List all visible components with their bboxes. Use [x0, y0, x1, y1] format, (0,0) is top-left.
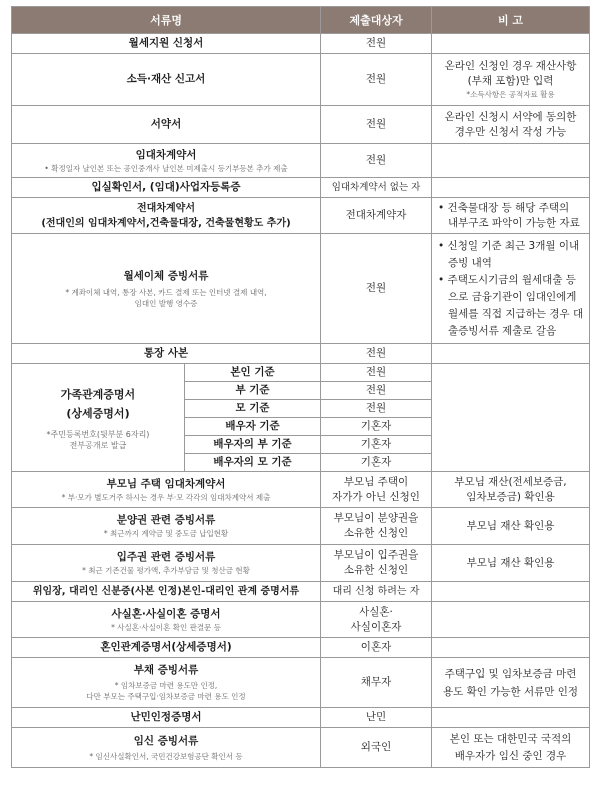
target-cell: 전원: [321, 54, 432, 106]
family-sub-label: 모 기준: [185, 400, 321, 418]
family-sub-label: 부 기준: [185, 382, 321, 400]
table-row: [12, 602, 590, 638]
target-line: 사실이혼자: [350, 620, 402, 633]
remark-line: 배우자가 임신 중인 경우: [454, 749, 567, 762]
target-line: 소유한 신청인: [343, 564, 409, 576]
remark-line: 내부구조 파악이 가능한 자료: [448, 216, 580, 229]
remark-cell: [432, 708, 590, 728]
remark-line: • 건축물대장 등 해당 주택의: [438, 201, 570, 214]
target-cell: 전원: [321, 34, 432, 54]
table-row: [12, 508, 590, 545]
doc-name: 난민인정증명서: [12, 708, 321, 728]
target-cell: 임대차계약서 없는 자: [321, 178, 432, 198]
remark-bullet: • 신청일 기준 최근 3개월 이내 증빙 내역: [438, 239, 580, 269]
family-sub-label: 배우자의 부 기준: [185, 436, 321, 454]
remark-line: 임차보증금) 확인용: [466, 490, 555, 503]
remark-cell: [432, 638, 590, 658]
target-cell: 기혼자: [321, 418, 432, 436]
remark-cell: [432, 234, 590, 344]
target-cell: 기혼자: [321, 436, 432, 454]
doc-note: 임대인 발행 영수증: [134, 298, 198, 308]
target-line: 부모님 주택이: [343, 475, 409, 488]
remark-cell: [432, 54, 590, 106]
table-row: [12, 144, 590, 178]
table-row: [12, 638, 590, 658]
remark-note: *소득사항은 공적자료 활용: [466, 90, 555, 99]
target-cell: 이혼자: [321, 638, 432, 658]
target-cell: 기혼자: [321, 454, 432, 472]
remark-line: 부모님 재산(전세보증금,: [454, 475, 567, 488]
remark-cell: [432, 144, 590, 178]
doc-name: 서약서: [12, 106, 321, 144]
target-line: 소유한 신청인: [343, 527, 409, 539]
target-cell: 채무자: [321, 658, 432, 708]
remark-line: (부채 포함)만 입력: [467, 75, 554, 87]
target-cell: 전원: [321, 364, 432, 382]
doc-name: 월세지원 신청서: [12, 34, 321, 54]
remark-bullet: • 주택도시기금의 월세대출 등으로 금융기관이 임대인에게 월세를 직접 지급하는 경우 대출증빙서류 제출로 갈음: [438, 273, 584, 337]
header-target: 제출대상자: [321, 7, 432, 34]
doc-cell: [12, 234, 321, 344]
doc-cell: [12, 728, 321, 768]
doc-name: 가족관계증명서: [60, 387, 136, 401]
target-line: 부모님이 입주권을: [333, 549, 419, 561]
remark-line: 온라인 신청인 경우 재산사항: [444, 60, 577, 72]
doc-name-detail: (전대인의 임대차계약서,건축물대장, 건축물현황도 추가): [41, 217, 291, 229]
doc-cell: [12, 602, 321, 638]
doc-note: *주민등록번호(뒷부분 6자리): [46, 429, 150, 439]
doc-note: 전부공개로 발급: [69, 440, 127, 450]
table-row: [12, 54, 590, 106]
target-cell: 전원: [321, 106, 432, 144]
table-row: [12, 364, 590, 382]
family-sub-label: 배우자 기준: [185, 418, 321, 436]
doc-name: 입주권 관련 증빙서류: [116, 551, 216, 563]
remark-line: 주택구입 및 임차보증금 마련: [444, 667, 577, 680]
doc-cell: [12, 144, 321, 178]
target-cell: 전대차계약자: [321, 198, 432, 234]
doc-note: 다만 부모는 주택구입·임차보증금 마련 용도 인정: [86, 692, 246, 701]
remark-line: 용도 확인 가능한 서류만 인정: [442, 685, 579, 698]
table-row: [12, 582, 590, 602]
family-sub-label: 본인 기준: [185, 364, 321, 382]
table-row: [12, 728, 590, 768]
table-row: [12, 106, 590, 144]
table-row: [12, 472, 590, 508]
doc-name: 전대차계약서: [137, 202, 195, 214]
target-cell: 전원: [321, 382, 432, 400]
table-row: [12, 545, 590, 582]
target-cell: [321, 472, 432, 508]
doc-note: * 임신사실확인서, 국민건강보험공단 확인서 등: [89, 751, 243, 761]
target-cell: 전원: [321, 400, 432, 418]
remark-cell: [432, 658, 590, 708]
doc-name: 위임장, 대리인 신분증(사본 인정)본인-대리인 관계 증명서류: [12, 582, 321, 602]
target-cell: 외국인: [321, 728, 432, 768]
doc-cell: [12, 198, 321, 234]
table-row: [12, 34, 590, 54]
header-remark: 비 고: [432, 7, 590, 34]
target-cell: 전원: [321, 344, 432, 364]
doc-note: * 사실혼·사실이혼 확인 판결문 등: [111, 622, 221, 632]
doc-note: * 임차보증금 마련 용도만 인정,: [114, 681, 218, 690]
target-cell: 대리 신청 하려는 자: [321, 582, 432, 602]
target-cell: 전원: [321, 234, 432, 344]
doc-name-detail: (상세증명서): [66, 406, 130, 420]
doc-name: 임신 증빙서류: [133, 734, 199, 747]
doc-cell: [12, 658, 321, 708]
doc-name: 분양권 관련 증빙서류: [116, 514, 216, 526]
remark-cell: [432, 178, 590, 198]
remark-line: 온라인 신청시 서약에 동의한: [444, 110, 577, 123]
remark-cell: 부모님 재산 확인용: [432, 545, 590, 582]
target-cell: 전원: [321, 144, 432, 178]
doc-name: 통장 사본: [12, 344, 321, 364]
remark-cell: [432, 472, 590, 508]
table-header-row: [12, 7, 590, 34]
remark-cell: [432, 344, 590, 364]
doc-name: 월세이체 증빙서류: [123, 269, 209, 282]
target-cell: 난민: [321, 708, 432, 728]
doc-name: 사실혼·사실이혼 증명서: [111, 607, 221, 620]
remark-cell: [432, 728, 590, 768]
target-cell: [321, 545, 432, 582]
table-row: [12, 344, 590, 364]
table-row: [12, 708, 590, 728]
document-requirements-table: [11, 6, 590, 768]
table-row: [12, 198, 590, 234]
remark-cell: 부모님 재산 확인용: [432, 508, 590, 545]
doc-cell: [12, 508, 321, 545]
target-line: 부모님이 분양권을: [333, 512, 419, 524]
target-line: 사실혼·: [359, 605, 393, 618]
remark-line: 경우만 신청서 작성 가능: [454, 125, 567, 138]
target-cell: [321, 508, 432, 545]
doc-note: * 계좌이체 내역, 통장 사본, 카드 결제 또는 인터넷 결제 내역,: [65, 287, 267, 297]
remark-cell: [432, 582, 590, 602]
target-line: 자가가 아닌 신청인: [332, 490, 420, 503]
table-row: [12, 178, 590, 198]
remark-cell: [432, 34, 590, 54]
doc-name: 입실확인서, (임대)사업자등록증: [12, 178, 321, 198]
remark-cell: [432, 602, 590, 638]
doc-cell-family: [12, 364, 185, 472]
doc-cell: [12, 472, 321, 508]
remark-cell: [432, 106, 590, 144]
doc-note: * 최근 기존건물 평가액, 추가부담금 및 청산금 현황: [82, 566, 250, 575]
target-cell: [321, 602, 432, 638]
remark-cell: [432, 364, 590, 472]
remark-cell: [432, 198, 590, 234]
table-row: [12, 658, 590, 708]
doc-name: 임대차계약서: [135, 148, 197, 161]
doc-name: 부모님 주택 임대차계약서: [106, 477, 226, 490]
doc-name: 소득·재산 신고서: [12, 54, 321, 106]
remark-line: 본인 또는 대한민국 국적의: [449, 732, 572, 745]
doc-note: • 확정일자 날인본 또는 공인중개사 날인본 미제출시 등기부등본 추가 제출: [44, 163, 288, 173]
doc-note: * 부·모가 별도거주 하시는 경우 부·모 각각의 임대차계약서 제출: [61, 492, 271, 502]
family-sub-label: 배우자의 모 기준: [185, 454, 321, 472]
doc-name: 혼인관계증명서(상세증명서): [12, 638, 321, 658]
doc-cell: [12, 545, 321, 582]
doc-name: 부채 증빙서류: [133, 664, 199, 676]
table-row: [12, 234, 590, 344]
doc-note: * 최근까지 계약금 및 중도금 납입현황: [103, 529, 229, 538]
header-doc: 서류명: [12, 7, 321, 34]
